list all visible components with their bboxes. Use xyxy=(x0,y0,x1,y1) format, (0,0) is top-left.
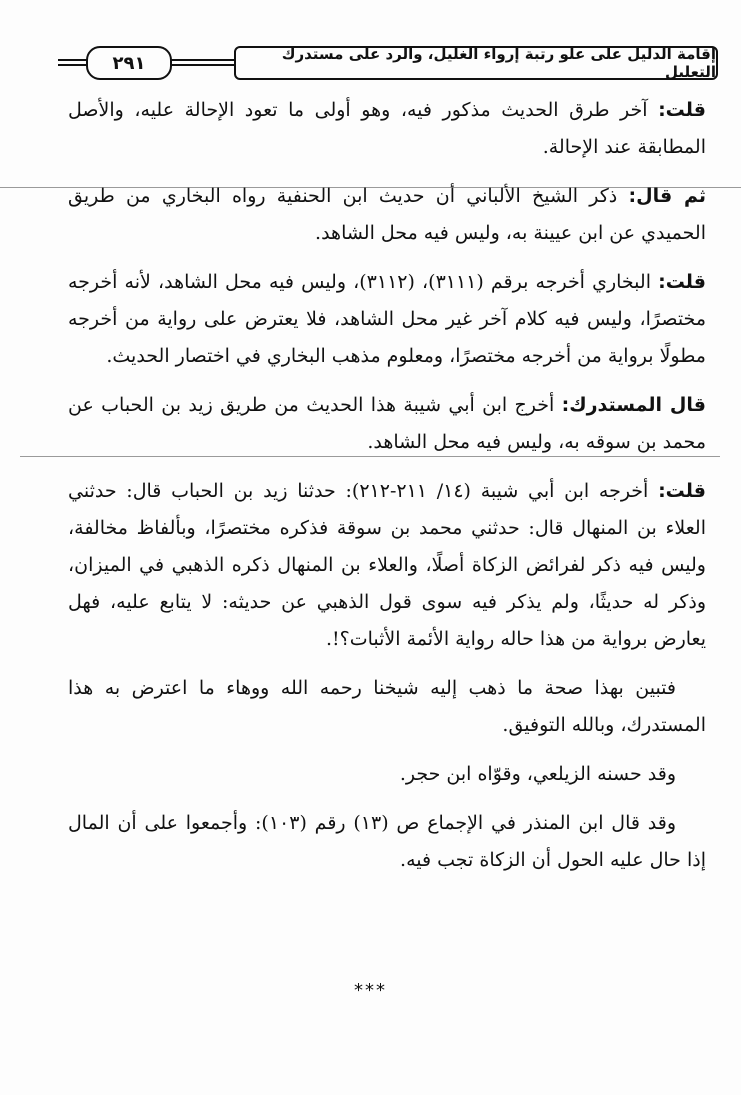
paragraph xyxy=(68,387,706,461)
header-title: إقامة الدليل على علو رتبة إرواء الغليل، والرد على مستدرك التعليل xyxy=(281,45,716,81)
paragraph-lead: قلت: xyxy=(658,480,706,502)
paragraph-text: البخاري أخرجه برقم (٣١١١)، (٣١١٢)، وليس فيه محل الشاهد، لأنه أخرجه مختصرًا، وليس فيه كلام آخر غير محل الشاهد، فلا يعترض على رواية من أخرجه مطولًا برواية من أخرجه مختصرًا، ومعلوم مذهب البخاري في اختصار الحديث. xyxy=(68,271,706,367)
paragraph-text: فتبين بهذا صحة ما ذهب إليه شيخنا رحمه الله ووهاء ما اعترض به هذا المستدرك، وبالله التوفيق. xyxy=(68,677,706,736)
paragraph-text: أخرج ابن أبي شيبة هذا الحديث من طريق زيد بن الحباب عن محمد بن سوقه به، وليس فيه محل الشاهد. xyxy=(68,394,706,453)
paragraph-lead: ثم قال: xyxy=(628,185,706,207)
paragraph xyxy=(68,92,706,166)
paragraph-text: وقد حسنه الزيلعي، وقوّاه ابن حجر. xyxy=(399,763,676,785)
running-header xyxy=(58,42,718,82)
paragraph-text: وقد قال ابن المنذر في الإجماع ص (١٣) رقم (١٠٣): وأجمعوا على أن المال إذا حال عليه الحول أن الزكاة تجب فيه. xyxy=(68,812,706,871)
paragraph xyxy=(68,178,706,252)
page-number-box xyxy=(86,46,172,80)
paragraph xyxy=(68,264,706,375)
paragraph-lead: قلت: xyxy=(658,271,707,293)
paragraph-text: أخرجه ابن أبي شيبة (١٤/ ٢١١-٢١٢): حدثنا زيد بن الحباب قال: حدثني العلاء بن المنهال قال: حدثني محمد بن سوقة فذكره مختصرًا، وبألفاظ مخالفة، وليس فيه ذكر لفرائض الزكاة أصلًا، والعلاء بن المنهال ذكره الذهبي في الميزان، وذكر له حديثًا، ولم يذكر فيه سوى قول الذهبي عن حديثه: لا يتابع عليه، فهل يعارض برواية من هذا حاله رواية الأئمة الأثبات؟!. xyxy=(68,480,706,650)
paragraph xyxy=(68,670,706,744)
page-number: ٢٩١ xyxy=(112,52,146,74)
paragraph-lead: قال المستدرك: xyxy=(561,394,706,416)
paragraph xyxy=(68,756,706,793)
paragraph-lead: قلت: xyxy=(658,99,706,121)
header-title-box xyxy=(234,46,718,80)
paragraph xyxy=(68,473,706,658)
paragraph-text: آخر طرق الحديث مذكور فيه، وهو أولى ما تعود الإحالة عليه، والأصل المطابقة عند الإحالة. xyxy=(68,99,706,158)
paragraph xyxy=(68,805,706,879)
body-text xyxy=(68,92,706,879)
paragraph-text: ذكر الشيخ الألباني أن حديث ابن الحنفية رواه البخاري من طريق الحميدي عن ابن عيينة به، وليس فيه محل الشاهد. xyxy=(68,185,706,244)
section-separator: *** xyxy=(354,980,387,1001)
